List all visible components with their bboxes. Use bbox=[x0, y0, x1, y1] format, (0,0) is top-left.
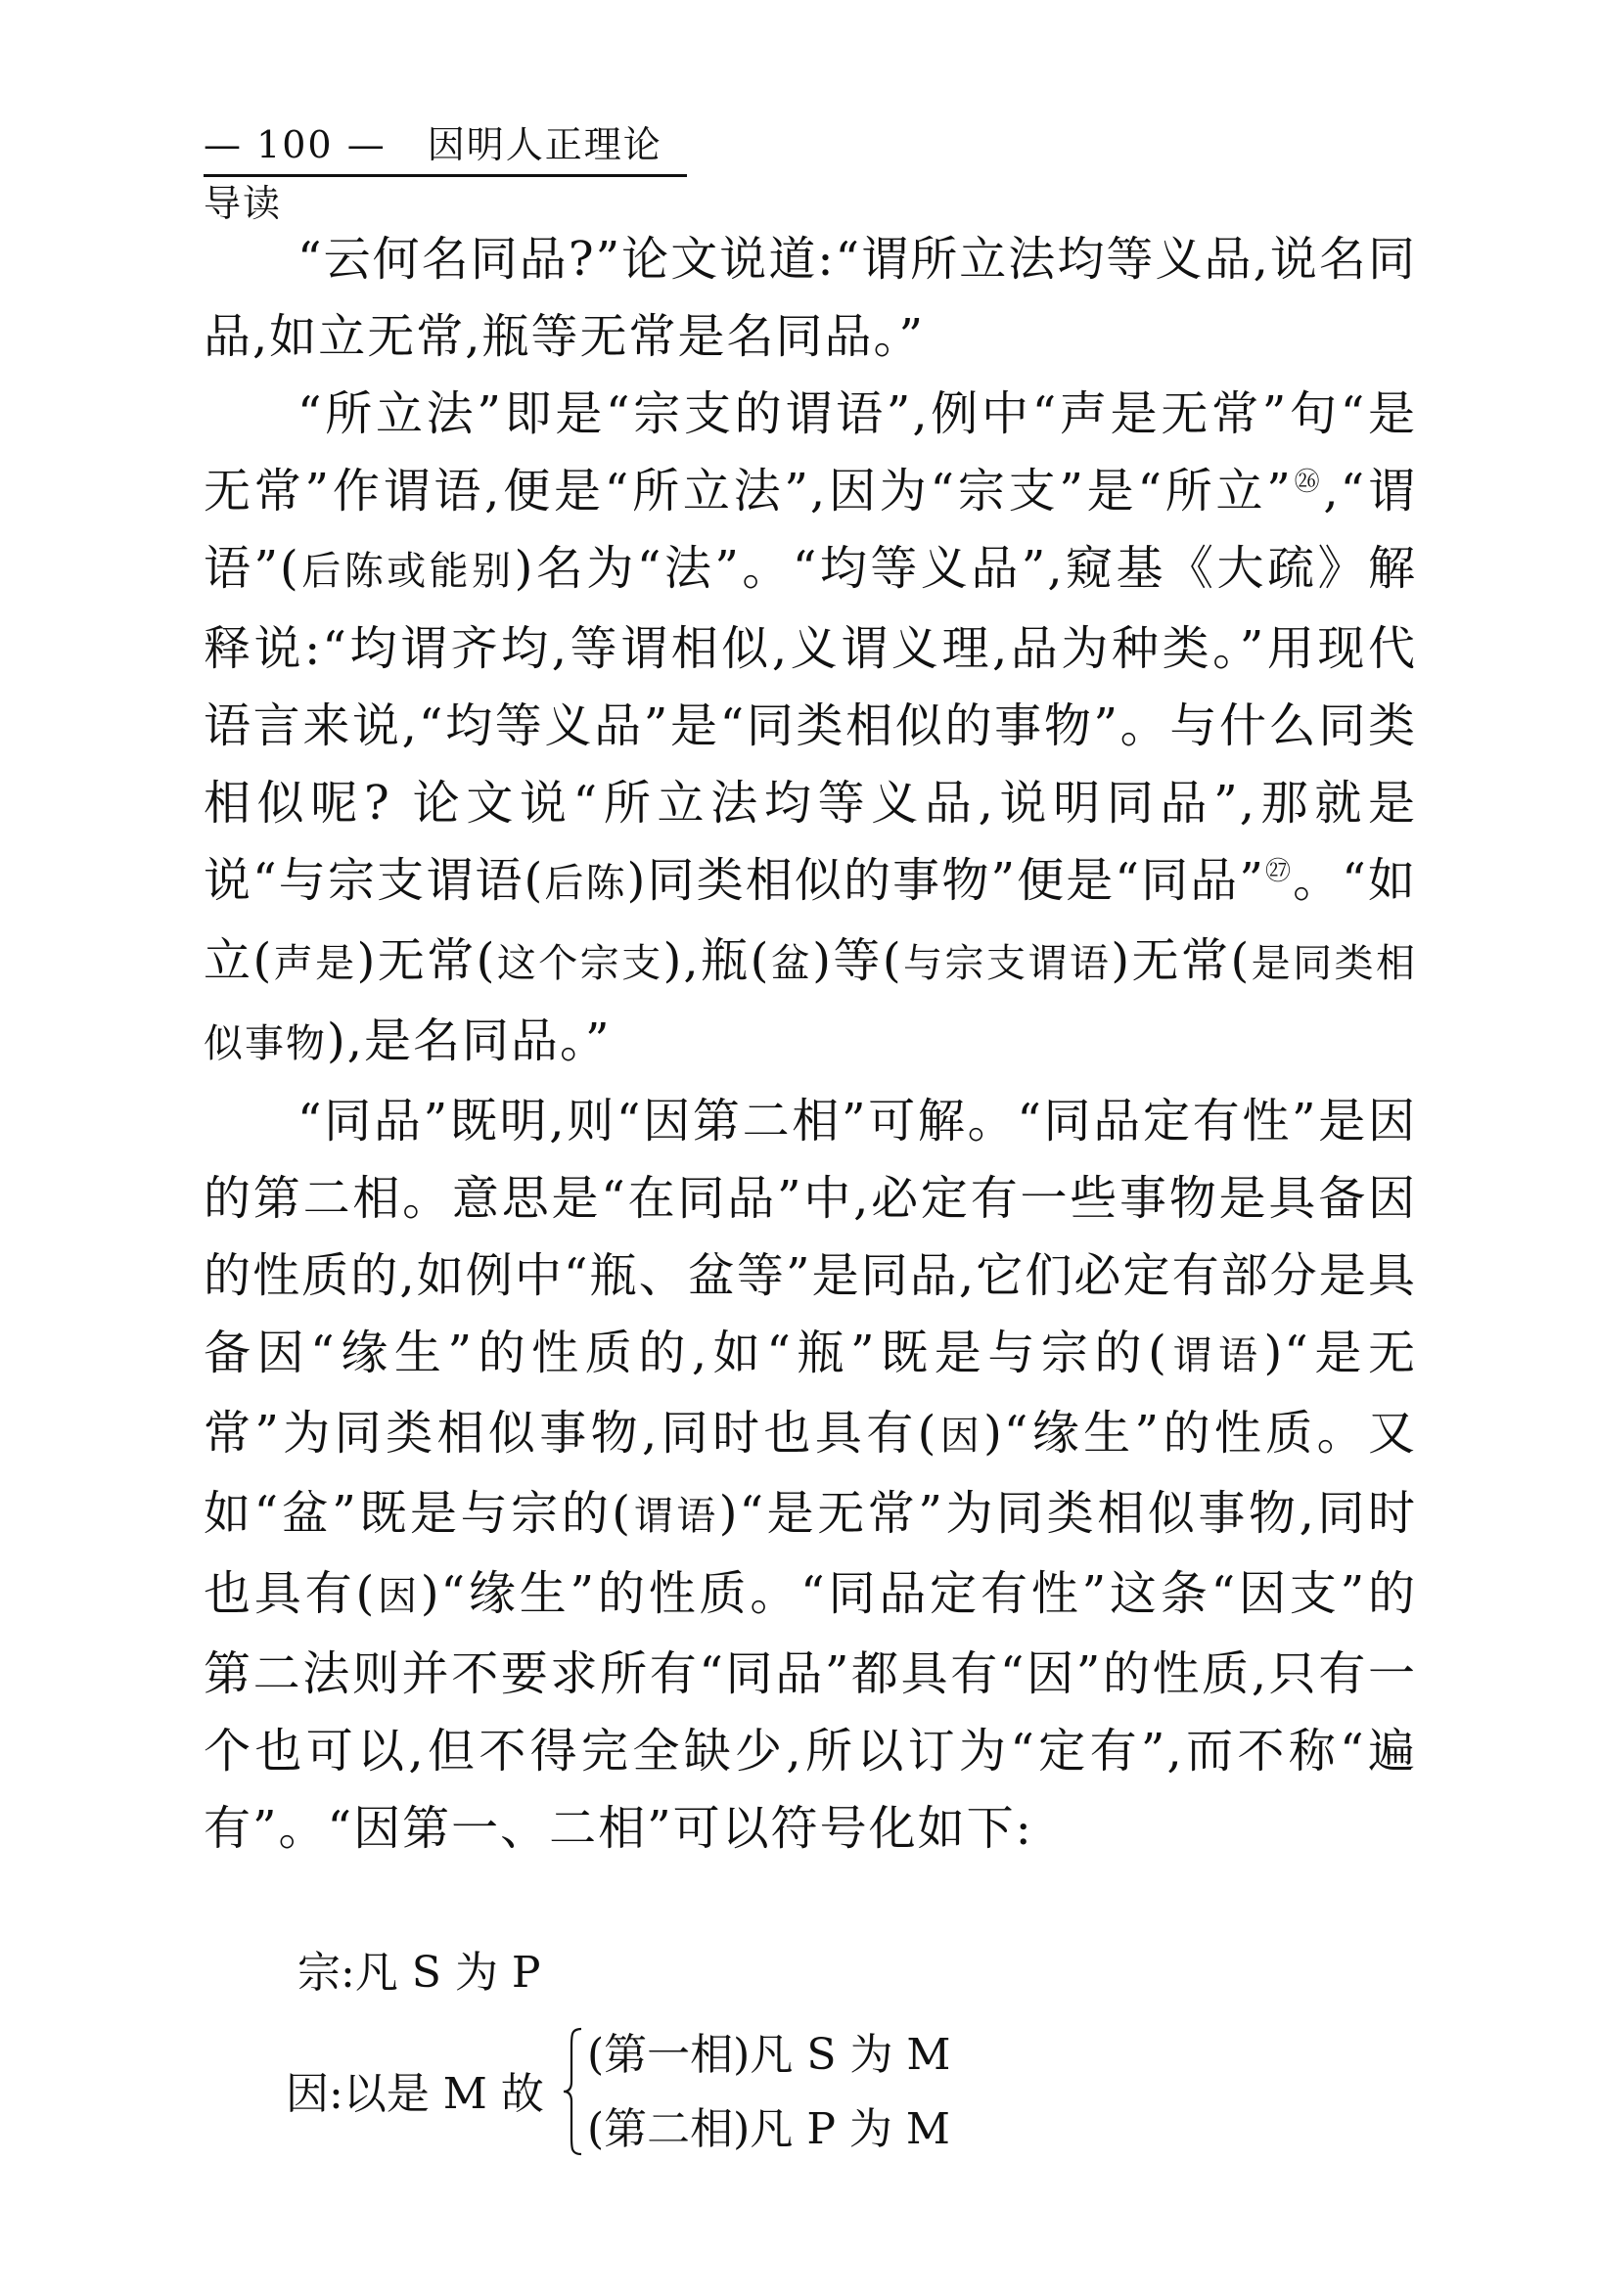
text-run: )无常( bbox=[1111, 933, 1252, 988]
text-run: )“缘生”的性质。又如“盆”既是与宗的( bbox=[204, 1406, 1418, 1541]
formula-branch-second: (第二相)凡 P 为 M bbox=[587, 2104, 950, 2154]
text-run: )“是无常”为同类相似事物,同时也具有( bbox=[204, 1326, 1417, 1461]
text-run: )无常( bbox=[356, 933, 497, 988]
text-run: “所立法”即是“宗支的谓语”,例中“声是无常”句“是无常”作谓语,便是“所立法”,因为“宗支”是“所立” bbox=[204, 386, 1417, 518]
text-run: “同品”既明,则“因第二相”可解。“同品定有性”是因的第二相。意思是“在同品”中,必定有一些事物是具备因的性质的,如例中“瓶、盆等”是同品,它们必定有部分是具备因“缘生”的性质的,如“瓶”既是与宗的( bbox=[204, 1094, 1417, 1380]
annotation-text: 声是 bbox=[273, 941, 357, 986]
text-run: ),瓶( bbox=[662, 933, 771, 988]
formula-thesis: 宗:凡 S 为 P bbox=[297, 1948, 541, 1998]
footnote-marker: ㉖ bbox=[1292, 468, 1324, 497]
text-run: 。“如立( bbox=[204, 853, 1417, 988]
text-run: )“是无常”为同类相似事物,同时也具有( bbox=[204, 1486, 1417, 1621]
paragraph-3 bbox=[204, 1083, 1417, 1868]
formula-reason-label: 因:以是 M 故 bbox=[286, 2069, 544, 2119]
text-run: )等( bbox=[812, 933, 903, 988]
body-text bbox=[204, 221, 1417, 1868]
annotation-text: 是同类相似事物 bbox=[204, 941, 1417, 1066]
annotation-text: 后陈 bbox=[544, 861, 627, 906]
formula-reason-block bbox=[286, 2017, 1166, 2164]
annotation-text: 谓语 bbox=[1167, 1333, 1264, 1378]
text-run: ,“谓语”( bbox=[204, 464, 1417, 596]
annotation-text: 与宗支谓语 bbox=[902, 941, 1112, 986]
book-title: 因明人正理论导读 bbox=[204, 123, 662, 225]
text-run: “云何名同品?”论文说道:“谓所立法均等义品,说名同品,如立无常,瓶等无常是名同品。” bbox=[204, 232, 1417, 364]
text-run: )同类相似的事物”便是“同品” bbox=[626, 853, 1265, 908]
paragraph-1 bbox=[204, 221, 1417, 376]
text-run: ),是名同品。” bbox=[327, 1013, 612, 1068]
text-run: )“缘生”的性质。“同品定有性”这条“因支”的第二法则并不要求所有“同品”都具有“因”的性质,只有一个也可以,但不得完全缺少,所以订为“定有”,而不称“遍有”。“因第一、二相”可以符号化如下: bbox=[204, 1566, 1417, 1856]
formula-branch-first: (第一相)凡 S 为 M bbox=[587, 2030, 951, 2080]
text-run: )名为“法”。“均等义品”,窥基《大疏》解释说:“均谓齐均,等谓相似,义谓义理,品为种类。”用现代语言来说,“均等义品”是“同类相似的事物”。与什么同类相似呢? 论文说“所立法均等义品,说明同品”,那就是说“与宗支谓语( bbox=[204, 541, 1417, 908]
footnote-marker: ㉗ bbox=[1264, 857, 1294, 886]
paragraph-2 bbox=[204, 376, 1417, 1083]
annotation-text: 这个宗支 bbox=[496, 941, 663, 986]
annotation-text: 谓语 bbox=[632, 1494, 719, 1539]
header-rule bbox=[204, 174, 687, 177]
annotation-text: 盆 bbox=[770, 941, 813, 986]
curly-brace-icon bbox=[562, 2027, 583, 2156]
annotation-text: 因 bbox=[376, 1574, 421, 1619]
annotation-text: 后陈或能别 bbox=[299, 549, 515, 594]
page-number: — 100 — bbox=[204, 123, 387, 166]
annotation-text: 因 bbox=[937, 1414, 984, 1459]
